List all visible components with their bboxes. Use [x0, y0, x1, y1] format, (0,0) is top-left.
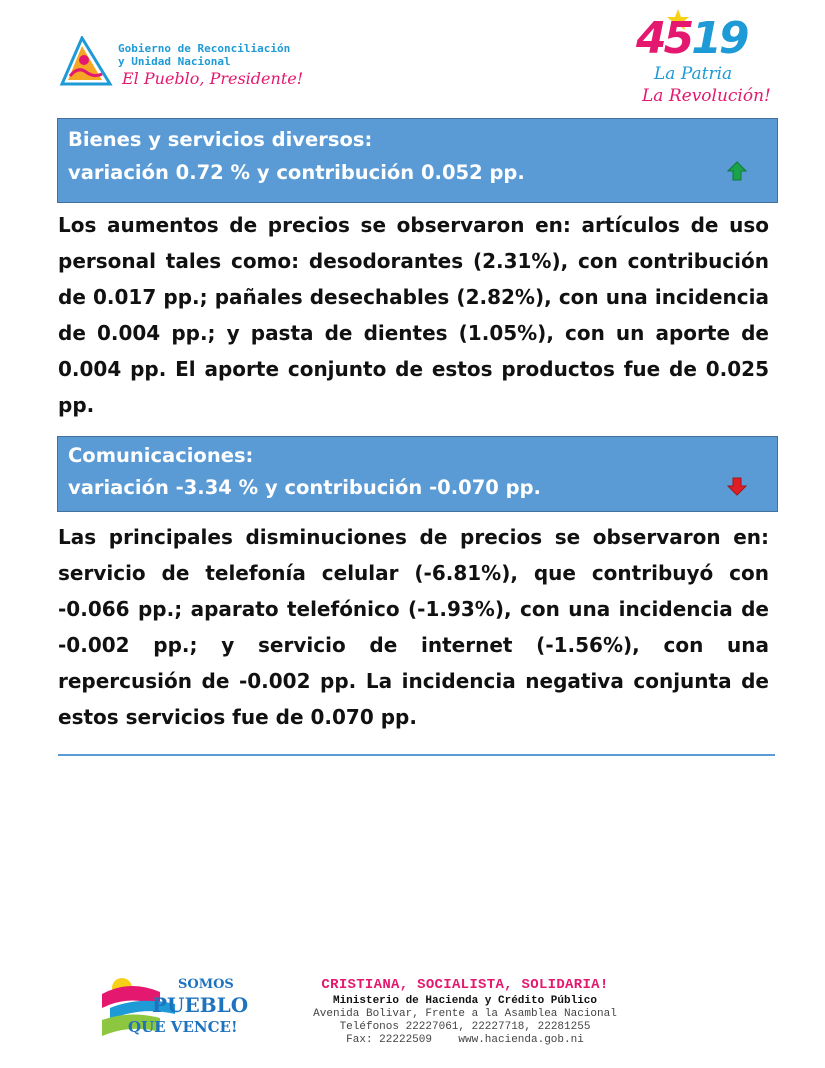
footer-phones: Teléfonos 22227061, 22227718, 22281255: [339, 1021, 591, 1033]
section-title: Comunicaciones:: [68, 444, 254, 467]
section-header-bienes: [57, 118, 778, 203]
logo-line1: SOMOS: [178, 977, 234, 992]
somos-pueblo-logo: [100, 974, 249, 1046]
section-subtitle: variación -3.34 % y contribución -0.070 pp.: [68, 476, 541, 499]
footer-motto: CRISTIANA, SOCIALISTA, SOLIDARIA!: [321, 977, 609, 993]
arrow-up-icon: [727, 161, 747, 181]
footer-ministry: Ministerio de Hacienda y Crédito Público: [332, 995, 598, 1007]
footer-fax-web: Fax: 22222509 www.hacienda.gob.ni: [346, 1034, 584, 1046]
footer: [280, 977, 650, 1047]
section-header-comunicaciones: [57, 436, 778, 512]
gov-name-line2: y Unidad Nacional: [118, 55, 231, 68]
logo-line2: PUEBLO: [152, 993, 249, 1017]
arrow-down-icon: [727, 477, 747, 497]
section-body: Los aumentos de precios se observaron en: artículos de uso personal tales como: desodorantes (2.31%), con contribución de 0.017 pp.; pañales desechables (2.82%), con una incidencia de 0.004 pp.; y pasta de dientes (1.05%), con un aporte de 0.004 pp. El aporte conjunto de estos productos fue de 0.025 pp.: [58, 213, 769, 417]
slogan: El Pueblo, Presidente!: [122, 69, 304, 88]
section-subtitle: variación 0.72 % y contribución 0.052 pp.: [68, 161, 525, 184]
divider: [58, 754, 775, 756]
gov-name-line1: Gobierno de Reconciliación: [118, 42, 291, 55]
logo-line3: QUE VENCE!: [128, 1018, 238, 1036]
logo-number-a: 45: [636, 13, 692, 64]
footer-address: Avenida Bolivar, Frente a la Asamblea Nacional: [313, 1008, 617, 1020]
logo-line1: La Patria: [654, 64, 733, 84]
triangle-emblem-icon: [58, 36, 114, 88]
logo-line2: La Revolución!: [642, 86, 771, 106]
4519-logo: [636, 14, 776, 108]
section-body: Las principales disminuciones de precios se observaron en: servicio de telefonía celular (-6.81%), que contribuyó con -0.066 pp.; aparato telefónico (-1.93%), con una incidencia de -0.002 pp.; y servicio de internet (-1.56%), con una repercusión de -0.002 pp. La incidencia negativa conjunta de estos servicios fue de 0.070 pp.: [58, 525, 769, 729]
section-title: Bienes y servicios diversos:: [68, 128, 373, 151]
logo-number-b: 19: [691, 13, 747, 64]
